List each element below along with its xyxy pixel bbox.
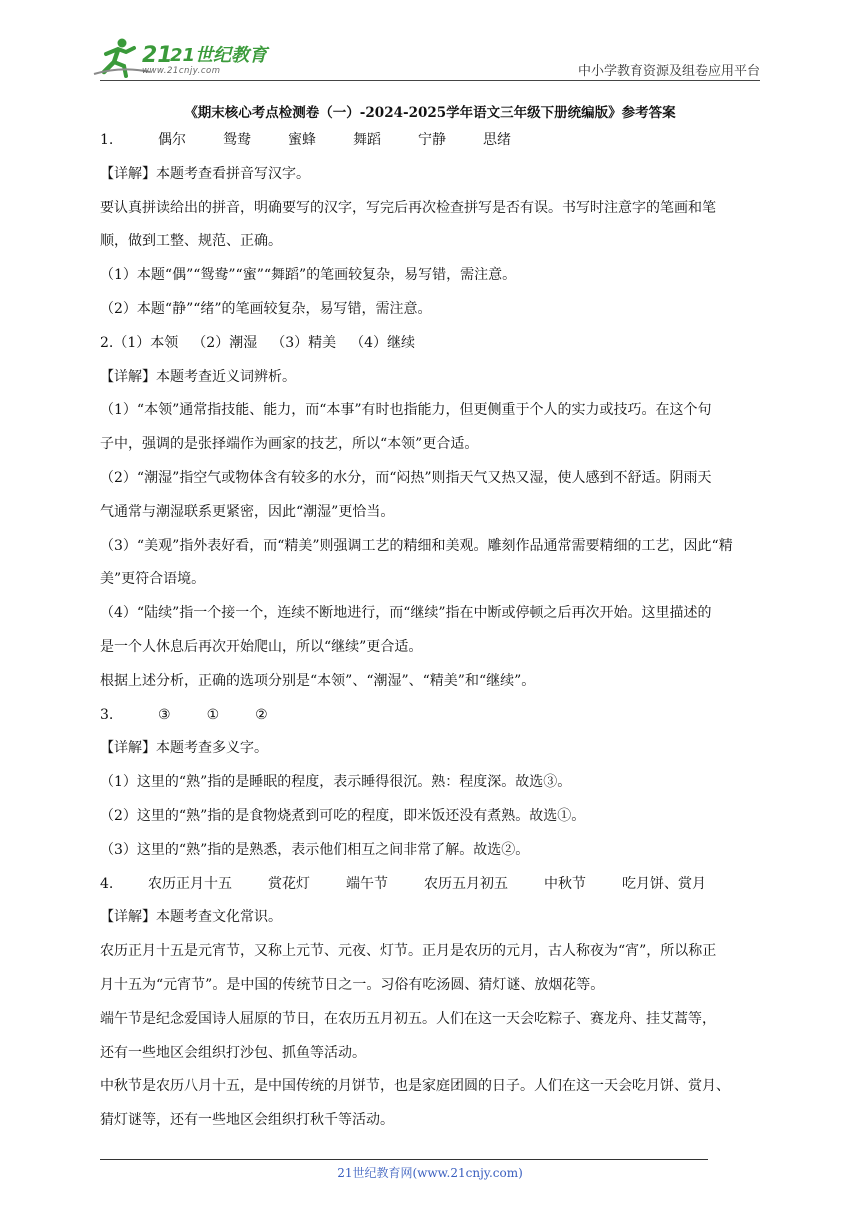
q3-line: 【详解】本题考查多义字。: [100, 740, 268, 757]
q4-answer: 端午节: [346, 875, 388, 892]
q4-line: 农历正月十五是元宵节，又称上元节、元夜、灯节。正月是农历的元月，古人称夜为“宵”，所以称正: [100, 943, 717, 960]
logo-url-text: www.21cnjy.com: [142, 66, 221, 76]
q3-line: （3）这里的“熟”指的是熟悉，表示他们相互之间非常了解。故选②。: [100, 841, 530, 858]
q1-answer: 舞蹈: [353, 132, 381, 148]
q1-answer: 蜜蜂: [288, 132, 316, 148]
q2-line: 【详解】本题考查近义词辨析。: [100, 368, 296, 385]
header-divider: [100, 80, 760, 81]
q4-line: 猜灯谜等，还有一些地区会组织打秋千等活动。: [100, 1112, 394, 1129]
q2-answer: （3）精美: [271, 334, 337, 351]
q1-line: 顺，做到工整、规范、正确。: [100, 233, 282, 250]
q2-line: （3）“美观”指外表好看，而“精美”则强调工艺的精细和美观。雕刻作品通常需要精细的工艺，因此“精: [100, 537, 733, 554]
q2-answer: （1）本领: [113, 334, 179, 351]
svg-text:21: 21: [142, 43, 173, 68]
q3-answer: ①: [206, 706, 220, 723]
site-logo: [92, 36, 268, 80]
q1-line: （1）本题“偶”“鸳鸯”“蜜”“舞蹈”的笔画较复杂，易写错，需注意。: [100, 267, 517, 284]
q4-answer: 吃月饼、赏月: [622, 875, 706, 892]
q1-line: 【详解】本题考查看拼音写汉字。: [100, 165, 310, 182]
q4-line: 中秋节是农历八月十五，是中国传统的月饼节，也是家庭团圆的日子。人们在这一天会吃月饼、赏月、: [100, 1078, 730, 1095]
q4-line: 端午节是纪念爱国诗人屈原的节日，在农历五月初五。人们在这一天会吃粽子、赛龙舟、挂艾蒿等，: [100, 1010, 716, 1027]
q3-line: （1）这里的“熟”指的是睡眠的程度，表示睡得很沉。熟：程度深。故选③。: [100, 774, 572, 791]
q4-number: 4.: [100, 875, 114, 892]
q2-line: 根据上述分析，正确的选项分别是“本领”、“潮湿”、“精美”和“继续”。: [100, 672, 536, 689]
q4-answer: 农历正月十五: [148, 875, 232, 892]
q2-line: （1）“本领”通常指技能、能力，而“本事”有时也指能力，但更侧重于个人的实力或技巧。在这个句: [100, 402, 712, 419]
q1-answer: 鸳鸯: [223, 132, 251, 148]
q1-number: 1.: [100, 132, 114, 148]
q2-line: 气通常与潮湿联系更紧密，因此“潮湿”更恰当。: [100, 503, 395, 520]
q2-answer: （4）继续: [350, 334, 416, 351]
q3-answer-row: [100, 699, 304, 733]
q2-line: （4）“陆续”指一个接一个，连续不断地进行，而“继续”指在中断或停顿之后再次开始。这里描述的: [100, 605, 712, 622]
q4-answer: 农历五月初五: [424, 875, 508, 892]
q1-answer: 偶尔: [158, 132, 186, 148]
q1-line: （2）本题“静”“绪”的笔画较复杂，易写错，需注意。: [100, 300, 432, 317]
q2-line: 子中，强调的是张择端作为画家的技艺，所以“本领”更合适。: [100, 436, 479, 453]
logo-text: 21世纪教育: [170, 45, 268, 66]
q2-line: （2）“潮湿”指空气或物体含有较多的水分，而“闷热”则指天气又热又湿，使人感到不舒适。阴雨天: [100, 469, 712, 486]
q4-line: 【详解】本题考查文化常识。: [100, 909, 282, 926]
q1-line: 要认真拼读给出的拼音，明确要写的汉字，写完后再次检查拼写是否有误。书写时注意字的笔画和笔: [100, 199, 716, 216]
q2-number: 2.: [100, 334, 114, 351]
q1-answer: 思绪: [483, 132, 511, 148]
q1-answer: 宁静: [418, 132, 446, 148]
q2-answer-row: [100, 327, 762, 361]
q1-answer-row: [100, 124, 548, 158]
footer-link[interactable]: 21世纪教育网(www.21cnjy.com): [337, 1166, 523, 1180]
answer-content: [100, 124, 762, 1138]
footer-divider: [100, 1159, 708, 1160]
q4-answer-row: [100, 868, 706, 902]
q3-answer: ②: [255, 706, 268, 723]
header-platform-text: 中小学教育资源及组卷应用平台: [577, 64, 760, 79]
q4-answer: 中秋节: [544, 875, 586, 892]
q2-line: 是一个人休息后再次开始爬山，所以“继续”更合适。: [100, 638, 423, 655]
page-title: 《期末核心考点检测卷（一）-2024-2025学年语文三年级下册统编版》参考答案: [184, 105, 676, 121]
q4-line: 还有一些地区会组织打沙包、抓鱼等活动。: [100, 1044, 366, 1061]
q2-answer: （2）潮湿: [192, 334, 258, 351]
q4-answer: 赏花灯: [268, 875, 310, 892]
q3-line: （2）这里的“熟”指的是食物烧煮到可吃的程度，即米饭还没有煮熟。故选①。: [100, 807, 586, 824]
q3-number: 3.: [100, 706, 114, 723]
q2-line: 美”更符合语境。: [100, 571, 206, 588]
q3-answer: ③: [158, 706, 171, 723]
q4-line: 月十五为“元宵节”。是中国的传统节日之一。习俗有吃汤圆、猜灯谜、放烟花等。: [100, 976, 605, 993]
